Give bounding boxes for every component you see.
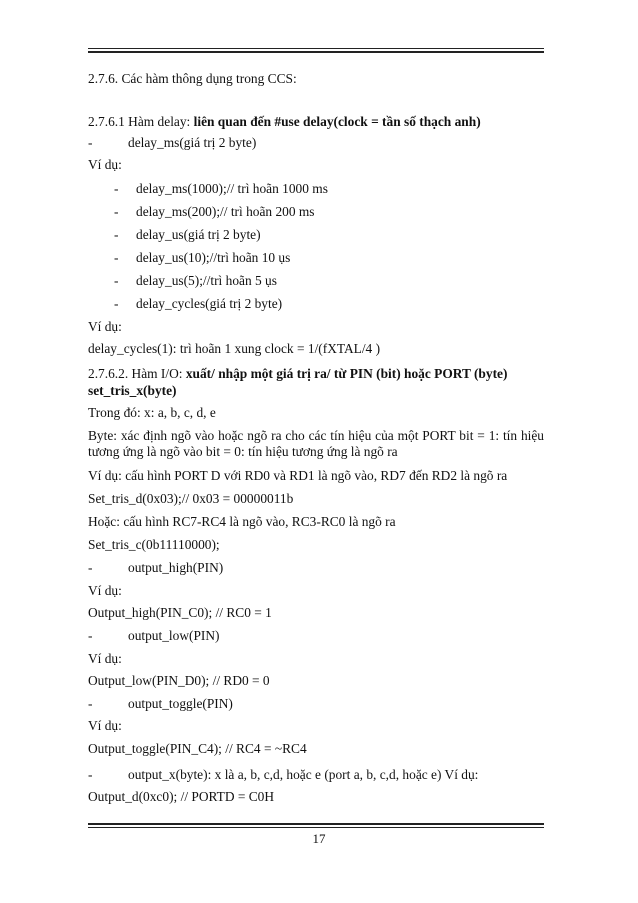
bullet-dash: - <box>114 227 119 242</box>
bullet-dash: - <box>114 181 119 196</box>
output-high-text: output_high(PIN) <box>128 560 224 575</box>
output-toggle-example: Output_toggle(PIN_C4); // RC4 = ~RC4 <box>88 741 307 756</box>
delay-example-2 <box>114 204 570 220</box>
io-heading-bold: xuất/ nhập một giá trị ra/ từ PIN (bit) hoặc PORT (byte) <box>185 366 508 381</box>
bullet-dash: - <box>88 135 93 150</box>
delay-heading <box>88 114 544 130</box>
delay-example-3 <box>114 227 570 243</box>
output-low-text: output_low(PIN) <box>128 628 220 643</box>
delay-example-text: delay_us(giá trị 2 byte) <box>136 227 261 242</box>
io-heading-prefix: 2.7.6.2. Hàm I/O: <box>88 366 186 381</box>
output-toggle-text: output_toggle(PIN) <box>128 696 233 711</box>
footer-rule-thin <box>88 827 544 828</box>
footer-rule-thick <box>88 823 544 825</box>
portd-example: Ví dụ: cấu hình PORT D với RD0 và RD1 là ngõ vào, RD7 đến RD2 là ngõ ra <box>88 468 508 483</box>
byte-description: Byte: xác định ngõ vào hoặc ngõ ra cho các tín hiệu của một PORT bit = 1: tín hiệu tương ứng là ngõ vào bit = 0: tín hiệu tương ứng là ngõ ra <box>88 428 544 459</box>
delay-example-text: delay_cycles(giá trị 2 byte) <box>136 296 283 311</box>
delay-heading-prefix: 2.7.6.1 Hàm delay: <box>88 114 194 129</box>
trong-do-line: Trong đó: x: a, b, c, d, e <box>88 405 216 420</box>
set-tris-d-code: Set_tris_d(0x03);// 0x03 = 00000011b <box>88 491 294 506</box>
delay-example-text: delay_ms(200);// trì hoãn 200 ms <box>136 204 315 219</box>
section-heading-2-7-6: 2.7.6. Các hàm thông dụng trong CCS: <box>88 71 297 86</box>
delay-ms-item-text: delay_ms(giá trị 2 byte) <box>128 135 257 150</box>
bullet-dash: - <box>88 696 93 711</box>
delay-example-4 <box>114 250 570 266</box>
example-label: Ví dụ: <box>88 319 122 334</box>
output-high-example: Output_high(PIN_C0); // RC0 = 1 <box>88 605 272 620</box>
page-number: 17 <box>312 831 326 846</box>
bullet-dash: - <box>88 628 93 643</box>
header-rule-thin <box>88 48 544 49</box>
bullet-dash: - <box>88 560 93 575</box>
delay-heading-bold: liên quan đến #use delay(clock = tần số thạch anh) <box>193 114 481 129</box>
example-label: Ví dụ: <box>88 718 122 733</box>
delay-example-6 <box>114 296 570 312</box>
delay-ms-item <box>88 135 544 151</box>
set-tris-heading <box>88 383 544 399</box>
delay-example-1 <box>114 181 570 197</box>
delay-example-text: delay_us(5);//trì hoãn 5 ụs <box>136 273 277 288</box>
output-low-example: Output_low(PIN_D0); // RD0 = 0 <box>88 673 270 688</box>
delay-example-text: delay_ms(1000);// trì hoãn 1000 ms <box>136 181 328 196</box>
output-x-text: output_x(byte): x là a, b, c,d, hoặc e (port a, b, c,d, hoặc e) Ví dụ: <box>128 767 479 782</box>
set-tris-c-code: Set_tris_c(0b11110000); <box>88 537 220 552</box>
header-rule-thick <box>88 51 544 53</box>
portc-example: Hoặc: cấu hình RC7-RC4 là ngõ vào, RC3-RC0 là ngõ ra <box>88 514 396 529</box>
output-x-item <box>88 767 544 783</box>
output-high-item <box>88 560 544 576</box>
output-d-example: Output_d(0xc0); // PORTD = C0H <box>88 789 275 804</box>
delay-cycles-example: delay_cycles(1): trì hoãn 1 xung clock = 1/(fXTAL/4 ) <box>88 341 381 356</box>
set-tris-heading-text: set_tris_x(byte) <box>88 383 177 398</box>
example-label: Ví dụ: <box>88 651 122 666</box>
output-toggle-item <box>88 696 544 712</box>
output-low-item <box>88 628 544 644</box>
bullet-dash: - <box>114 296 119 311</box>
delay-example-text: delay_us(10);//trì hoãn 10 ụs <box>136 250 291 265</box>
delay-example-5 <box>114 273 570 289</box>
bullet-dash: - <box>88 767 93 782</box>
bullet-dash: - <box>114 250 119 265</box>
example-label: Ví dụ: <box>88 157 122 172</box>
example-label: Ví dụ: <box>88 583 122 598</box>
bullet-dash: - <box>114 204 119 219</box>
io-heading <box>88 366 544 382</box>
bullet-dash: - <box>114 273 119 288</box>
